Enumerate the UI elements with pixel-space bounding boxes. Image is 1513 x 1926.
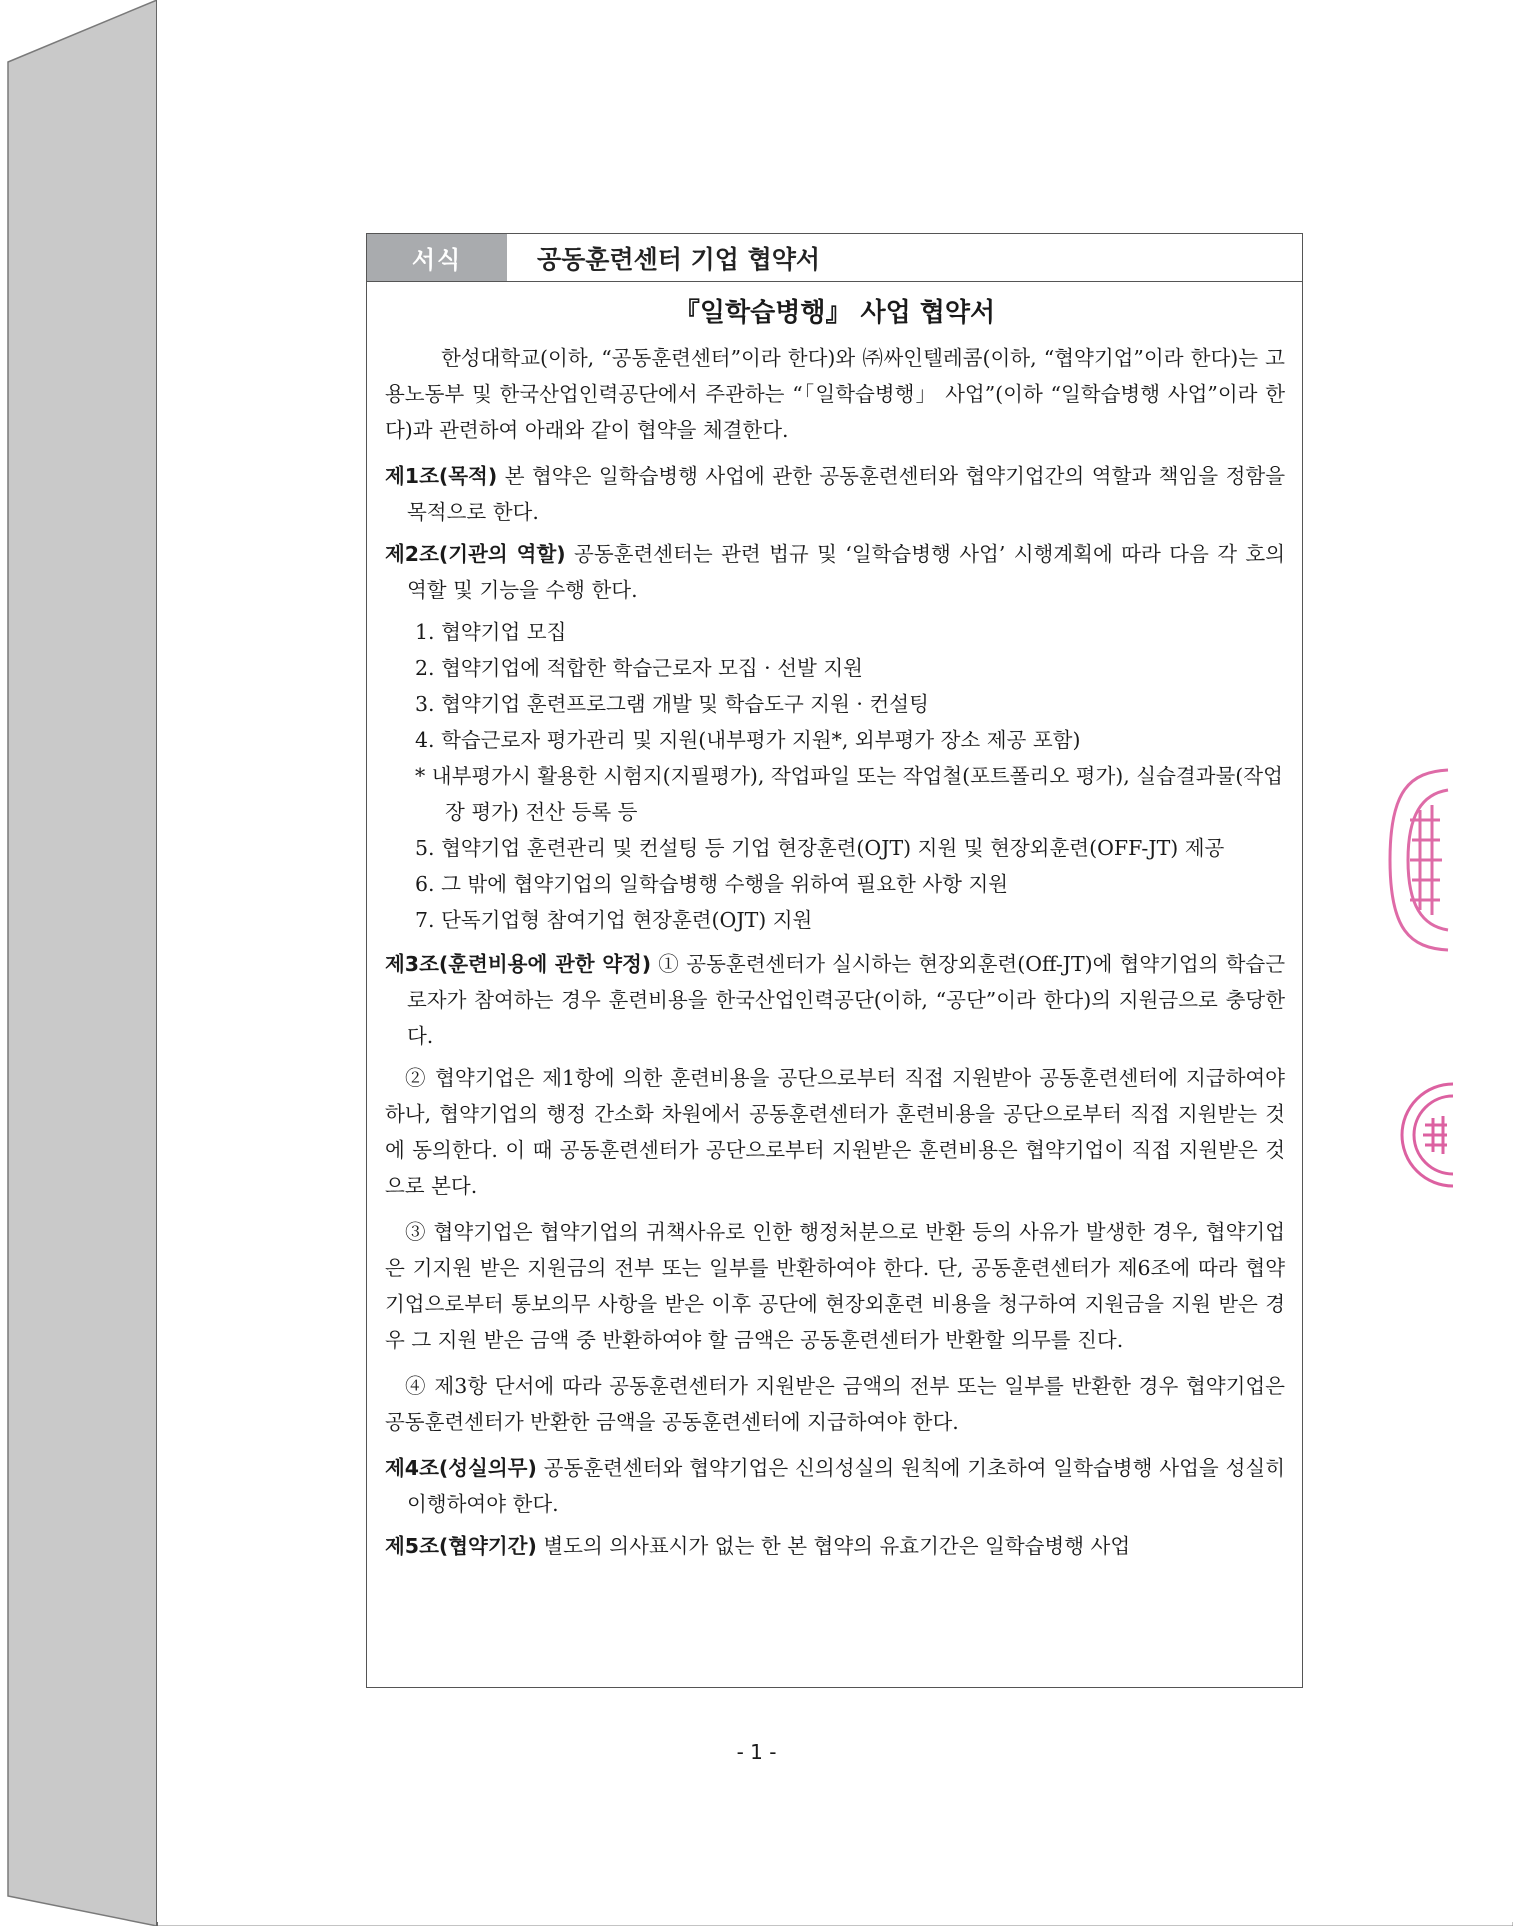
- agreement-frame: [366, 233, 1303, 1688]
- list-item: 4. 학습근로자 평가관리 및 지원(내부평가 지원*, 외부평가 장소 제공 포함): [415, 728, 1081, 752]
- article-2: [385, 536, 1285, 608]
- agreement-body: [385, 340, 1285, 1570]
- list-item: 5. 협약기업 훈련관리 및 컨설팅 등 기업 현장훈련(OJT) 지원 및 현장외훈련(OFF-JT) 제공: [415, 836, 1225, 860]
- form-header: [367, 234, 1302, 282]
- intro-paragraph: 한성대학교(이하, “공동훈련센터”이라 한다)와 ㈜싸인텔레콤(이하, “협약기업”이라 한다)는 고용노동부 및 한국산업인력공단에서 주관하는 “「일학습병행」 사업”(이하 “일학습병행 사업”이라 한다)과 관련하여 아래와 같이 협약을 체결한다.: [385, 346, 1285, 442]
- article-3: [385, 946, 1285, 1054]
- article-5-text: 별도의 의사표시가 없는 한 본 협약의 유효기간은 일학습병행 사업: [536, 1534, 1131, 1558]
- article-3-paragraph-4: ④ 제3항 단서에 따라 공동훈련센터가 지원받은 금액의 전부 또는 일부를 반환한 경우 협약기업은 공동훈련센터가 반환한 금액을 공동훈련센터에 지급하여야 한다.: [385, 1374, 1285, 1434]
- article-3-text: ① 공동훈련센터가 실시하는 현장외훈련(Off-JT)에 협약기업의 학습근로자가 참여하는 경우 훈련비용을 한국산업인력공단(이하, “공단”이라 한다)의 지원금으로 충당한다.: [407, 952, 1285, 1048]
- agreement-title: 『일학습병행』 사업 협약서: [673, 298, 996, 328]
- article-5: [385, 1528, 1285, 1564]
- article-2-text: 공동훈련센터는 관련 법규 및 ‘일학습병행 사업’ 시행계획에 따라 다음 각 호의 역할 및 기능을 수행 한다.: [407, 542, 1285, 602]
- article-3-paragraph-2: ② 협약기업은 제1항에 의한 훈련비용을 공단으로부터 직접 지원받아 공동훈련센터에 지급하여야 하나, 협약기업의 행정 간소화 차원에서 공동훈련센터가 훈련비용을 공단으로부터 직접 지원받는 것에 동의한다. 이 때 공동훈련센터가 공단으로부터 지원받은 훈련비용은 협약기업이 직접 지원받은 것으로 본다.: [385, 1066, 1285, 1198]
- article-2-heading: 제2조(기관의 역할): [385, 542, 566, 566]
- article-4: [385, 1450, 1285, 1522]
- article-1-text: 본 협약은 일학습병행 사업에 관한 공동훈련센터와 협약기업간의 역할과 책임을 정함을 목적으로 한다.: [407, 464, 1285, 524]
- form-title: 공동훈련센터 기업 협약서: [537, 244, 821, 274]
- article-3-paragraph-3: ③ 협약기업은 협약기업의 귀책사유로 인한 행정처분으로 반환 등의 사유가 발생한 경우, 협약기업은 기지원 받은 지원금의 전부 또는 일부를 반환하여야 한다. 단, 공동훈련센터가 제6조에 따라 협약기업으로부터 통보의무 사항을 받은 이후 공단에 현장외훈련 비용을 청구하여 지원금을 지원 받은 경우 그 지원 받은 금액 중 반환하여야 할 금액은 공동훈련센터가 반환할 의무를 진다.: [385, 1220, 1285, 1352]
- article-2-items: [385, 614, 1285, 938]
- form-tag: 서식: [367, 234, 507, 281]
- list-item: 2. 협약기업에 적합한 학습근로자 모집 · 선발 지원: [415, 656, 863, 680]
- list-item: 1. 협약기업 모집: [415, 620, 567, 644]
- article-1: [385, 458, 1285, 530]
- list-item: 7. 단독기업형 참여기업 현장훈련(OJT) 지원: [415, 908, 813, 932]
- article-3-heading: 제3조(훈련비용에 관한 약정): [385, 952, 652, 976]
- article-4-heading: 제4조(성실의무): [385, 1456, 537, 1480]
- article-4-text: 공동훈련센터와 협약기업은 신의성실의 원칙에 기초하여 일학습병행 사업을 성실히 이행하여야 한다.: [407, 1456, 1285, 1516]
- evaluation-note: * 내부평가시 활용한 시험지(지필평가), 작업파일 또는 작업철(포트폴리오 평가), 실습결과물(작업장 평가) 전산 등록 등: [415, 764, 1283, 824]
- list-item: 3. 협약기업 훈련프로그램 개발 및 학습도구 지원 · 컨설팅: [415, 692, 929, 716]
- article-1-heading: 제1조(목적): [385, 464, 498, 488]
- page-number: - 1 -: [736, 1740, 777, 1764]
- seal-stamp-icon: [1350, 760, 1450, 960]
- round-seal-icon: [1395, 1080, 1455, 1190]
- article-5-heading: 제5조(협약기간): [385, 1534, 537, 1558]
- list-item: 6. 그 밖에 협약기업의 일학습병행 수행을 위하여 필요한 사항 지원: [415, 872, 1009, 896]
